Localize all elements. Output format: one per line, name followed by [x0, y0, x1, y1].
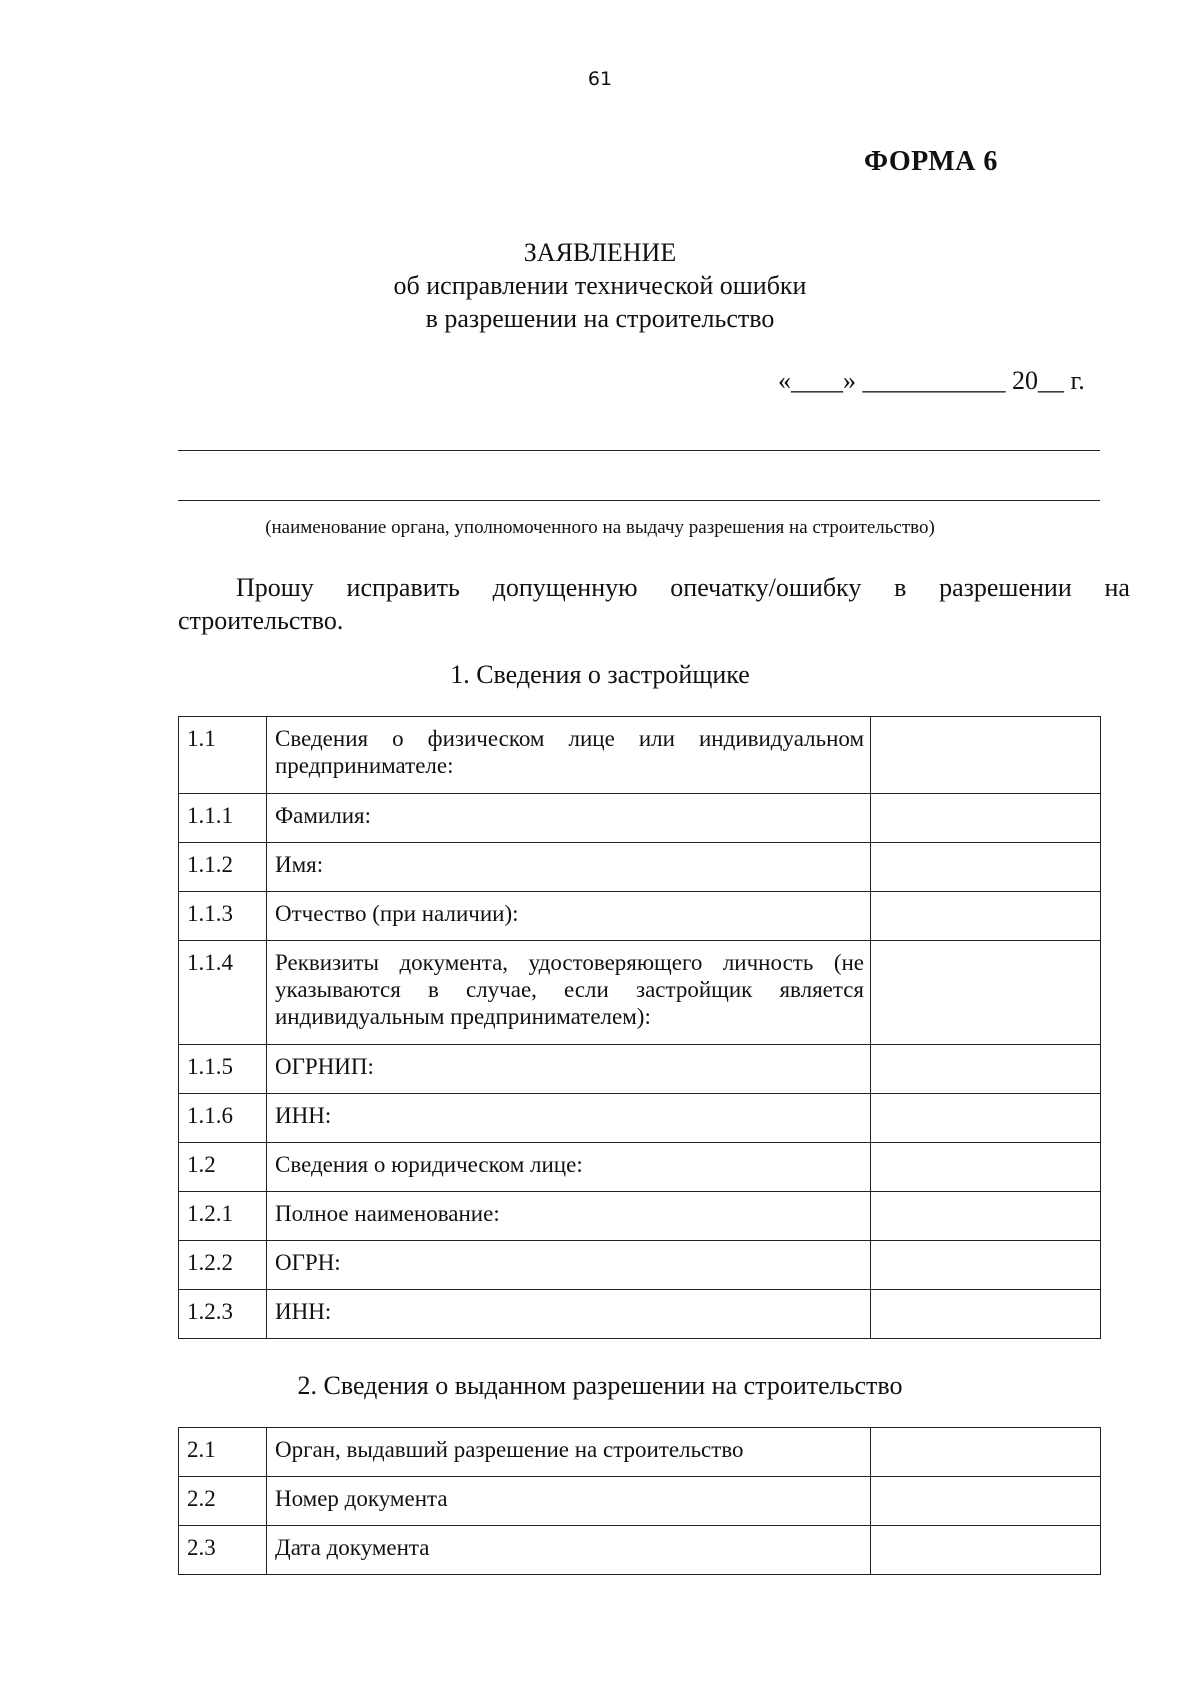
row-label: Реквизиты документа, удостоверяющего личность (не указываются в случае, если застройщик является индивидуальным предпринимателем):	[267, 941, 871, 1045]
request-word: допущенную	[492, 573, 638, 602]
document-title	[0, 236, 1200, 335]
table-row	[179, 1526, 1101, 1575]
section-1-heading: 1. Сведения о застройщике	[450, 660, 750, 689]
request-word: исправить	[346, 573, 460, 602]
table-row	[179, 1143, 1101, 1192]
table-row	[179, 892, 1101, 941]
row-value-cell[interactable]	[871, 1143, 1101, 1192]
row-number: 1.1.6	[179, 1094, 267, 1143]
table-row	[179, 1428, 1101, 1477]
request-word: в	[894, 573, 907, 602]
row-number: 2.3	[179, 1526, 267, 1575]
table-row	[179, 1192, 1101, 1241]
request-line-1	[236, 573, 1130, 603]
row-value-cell[interactable]	[871, 1428, 1101, 1477]
row-number: 1.1.3	[179, 892, 267, 941]
page-number: 61	[587, 68, 613, 90]
row-value-cell[interactable]	[871, 794, 1101, 843]
request-word: опечатку/ошибку	[670, 573, 862, 602]
applicant-table	[178, 716, 1101, 1339]
row-value-cell[interactable]	[871, 1045, 1101, 1094]
table-row	[179, 1477, 1101, 1526]
row-label: Фамилия:	[267, 794, 871, 843]
row-label: Номер документа	[267, 1477, 871, 1526]
title-line-3: в разрешении на строительство	[425, 304, 775, 333]
row-label: ОГРН:	[267, 1241, 871, 1290]
row-value-cell[interactable]	[871, 1290, 1101, 1339]
row-number: 1.2.3	[179, 1290, 267, 1339]
row-label: Сведения о юридическом лице:	[267, 1143, 871, 1192]
row-label: Отчество (при наличии):	[267, 892, 871, 941]
section-2-heading: 2. Сведения о выданном разрешении на строительство	[297, 1371, 903, 1400]
row-number: 1.2.1	[179, 1192, 267, 1241]
row-number: 2.2	[179, 1477, 267, 1526]
table-row	[179, 794, 1101, 843]
row-number: 1.1	[179, 717, 267, 794]
row-value-cell[interactable]	[871, 1526, 1101, 1575]
request-word: на	[1104, 573, 1130, 602]
table-row	[179, 1094, 1101, 1143]
row-value-cell[interactable]	[871, 1192, 1101, 1241]
table-row	[179, 1290, 1101, 1339]
title-line-2: об исправлении технической ошибки	[393, 271, 807, 300]
row-label: ИНН:	[267, 1290, 871, 1339]
row-value-cell[interactable]	[871, 1241, 1101, 1290]
row-label: Орган, выдавший разрешение на строительство	[267, 1428, 871, 1477]
row-label: Полное наименование:	[267, 1192, 871, 1241]
request-word: разрешении	[939, 573, 1072, 602]
row-number: 1.1.5	[179, 1045, 267, 1094]
row-value-cell[interactable]	[871, 1477, 1101, 1526]
row-value-cell[interactable]	[871, 892, 1101, 941]
row-number: 1.1.1	[179, 794, 267, 843]
row-value-cell[interactable]	[871, 1094, 1101, 1143]
request-word: Прошу	[236, 573, 314, 602]
row-label: ИНН:	[267, 1094, 871, 1143]
request-line-2: строительство.	[178, 606, 344, 635]
row-number: 1.1.4	[179, 941, 267, 1045]
authority-name-line-1[interactable]	[178, 450, 1100, 451]
row-number: 2.1	[179, 1428, 267, 1477]
form-label: ФОРМА 6	[864, 146, 998, 177]
table-row	[179, 843, 1101, 892]
authority-name-line-2[interactable]	[178, 500, 1100, 501]
row-value-cell[interactable]	[871, 941, 1101, 1045]
permit-table	[178, 1427, 1101, 1575]
row-label: Дата документа	[267, 1526, 871, 1575]
table-row	[179, 941, 1101, 1045]
table-row	[179, 1045, 1101, 1094]
row-label: ОГРНИП:	[267, 1045, 871, 1094]
table-row	[179, 717, 1101, 794]
row-number: 1.1.2	[179, 843, 267, 892]
title-line-1: ЗАЯВЛЕНИЕ	[523, 238, 677, 267]
row-value-cell[interactable]	[871, 843, 1101, 892]
row-number: 1.2.2	[179, 1241, 267, 1290]
authority-caption: (наименование органа, уполномоченного на выдачу разрешения на строительство)	[265, 517, 935, 538]
row-label: Имя:	[267, 843, 871, 892]
row-number: 1.2	[179, 1143, 267, 1192]
row-value-cell[interactable]	[871, 717, 1101, 794]
table-row	[179, 1241, 1101, 1290]
row-label: Сведения о физическом лице или индивидуальном предпринимателе:	[267, 717, 871, 794]
date-field[interactable]: «____» ___________ 20__ г.	[778, 366, 1085, 395]
